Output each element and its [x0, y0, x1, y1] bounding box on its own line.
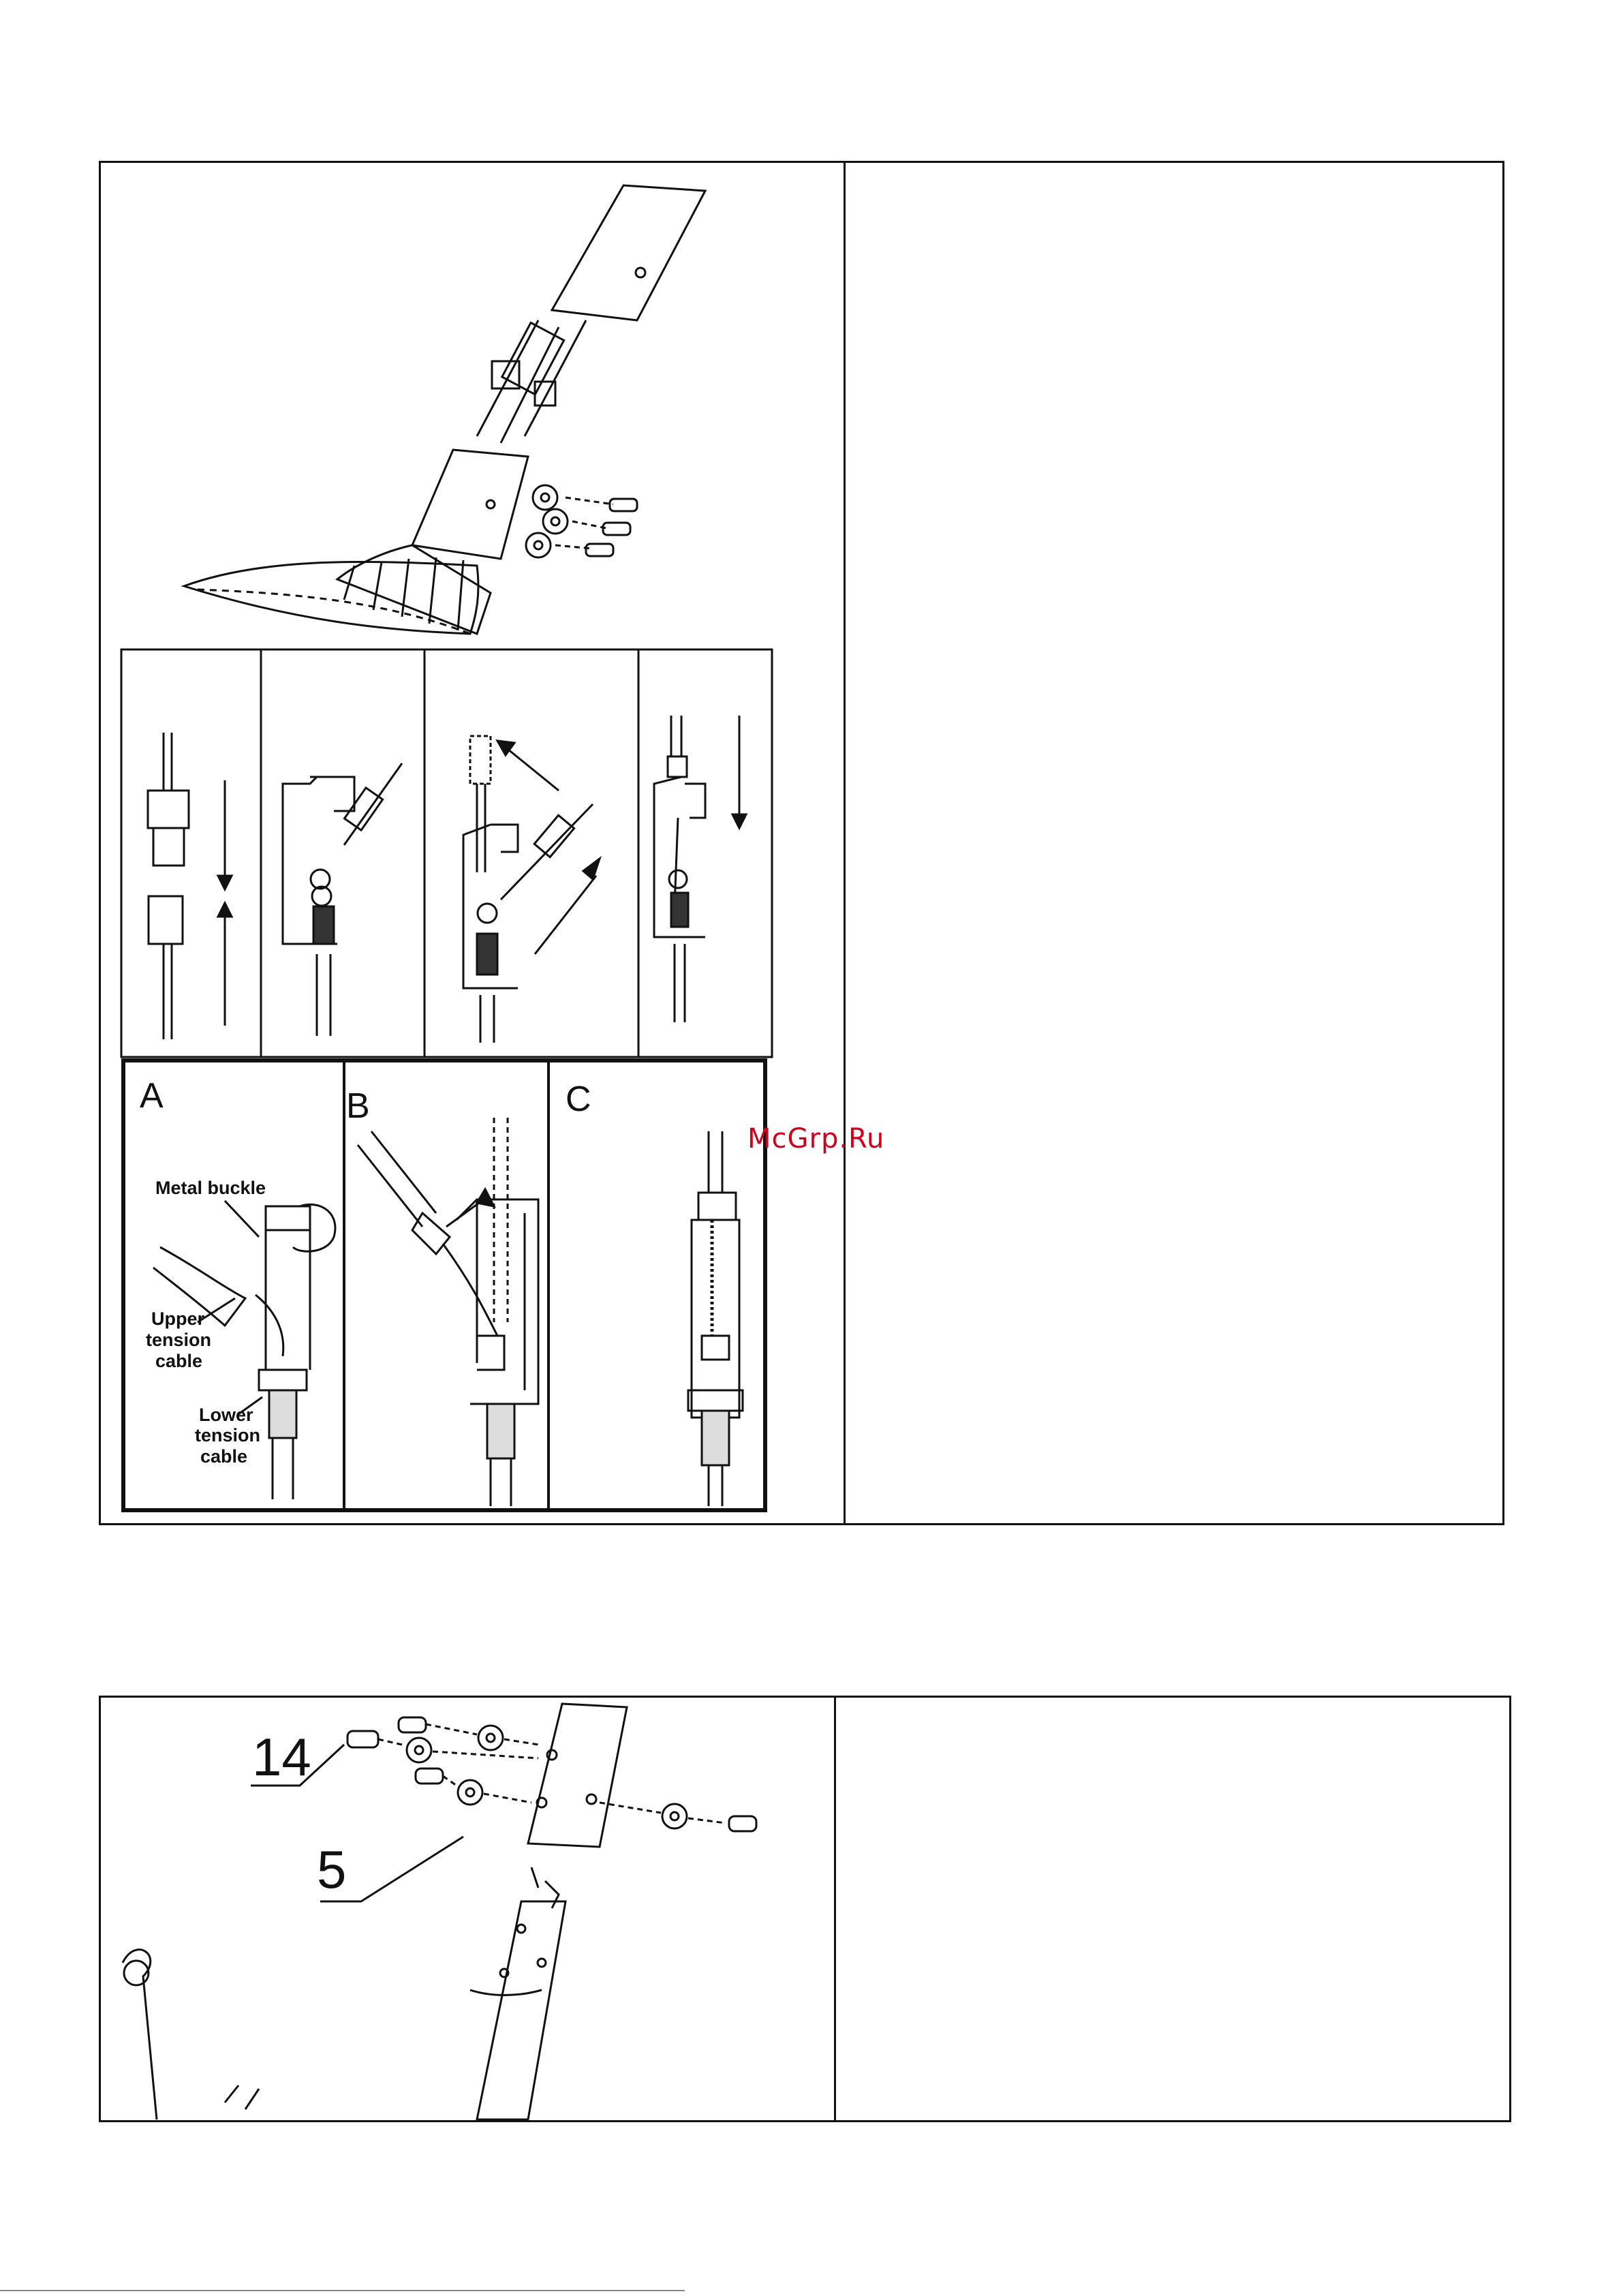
callout-lower-tension-line2: tension	[195, 1425, 261, 1445]
part-number-5: 5	[317, 1839, 347, 1899]
pole-bolt-assembly-illustration	[0, 0, 838, 2123]
part-number-14: 14	[252, 1727, 311, 1787]
callout-upper-tension-line1: Upper	[151, 1308, 205, 1329]
callout-upper-tension-line2: tension	[146, 1330, 212, 1350]
callout-upper-tension-line3: cable	[155, 1351, 203, 1371]
panel-label-c: C	[566, 1080, 591, 1119]
watermark: McGrp.Ru	[747, 1123, 885, 1154]
panel-label-b: B	[346, 1086, 370, 1126]
callout-lower-tension-line1: Lower	[199, 1405, 253, 1425]
callout-lower-tension-line3: cable	[200, 1446, 248, 1467]
footer-rule	[0, 2290, 685, 2291]
panel-label-a: A	[140, 1076, 164, 1116]
callout-metal-buckle: Metal buckle	[155, 1178, 266, 1198]
